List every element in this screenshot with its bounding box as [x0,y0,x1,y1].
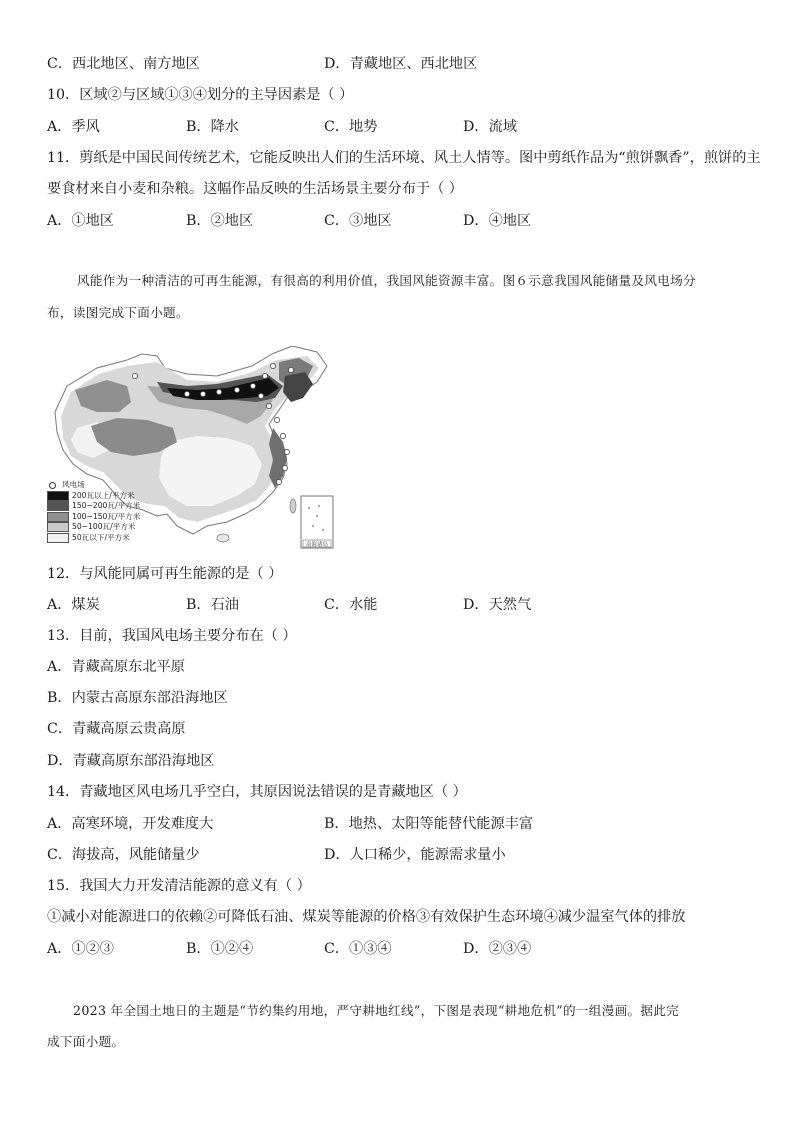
q15-statements: ①减小对能源进口的依赖②可降低石油、煤炭等能源的价格③有效保护生态环境④减少温室气体的排放 [47,909,686,925]
taiwan-island [290,499,296,513]
legend-label: 200瓦以上/平方米 [72,490,135,500]
q10-option-c: C．地势 [324,119,378,135]
wind-farm-marker [184,391,189,396]
q9-option-d: D．青藏地区、西北地区 [324,56,478,72]
q15-option-c: C．①③④ [324,941,392,957]
passage1-line2: 布，读图完成下面小题。 [47,305,189,320]
q15-option-b: B．①②④ [186,941,254,957]
q14-option-b: B．地热、太阳等能替代能源丰富 [324,816,534,832]
passage2-line2: 成下面小题。 [47,1034,125,1049]
q9-option-c: C．西北地区、南方地区 [47,56,200,72]
q11-stem-line1: 11．剪纸是中国民间传统艺术，它能反映出人们的生活环境、风土人情等。图中剪纸作品为“煎饼飘香”，煎饼的主 [47,150,761,166]
q11-option-b: B．②地区 [186,213,254,229]
legend-swatch [47,491,69,501]
wind-farm-marker [216,389,221,394]
passage1-line1: 风能作为一种清洁的可再生能源，有很高的利用价值，我国风能资源丰富。图６示意我国风能储量及风电场分 [77,273,696,288]
q12-stem: 12．与风能同属可再生能源的是（ ） [47,566,283,582]
q14-option-c: C．海拔高，风能储量少 [47,847,200,863]
wind-farm-marker [132,373,137,378]
wind-farm-marker [274,417,279,422]
wind-energy-map [47,346,337,552]
wind-farm-marker [280,433,285,438]
hainan-island [217,534,229,542]
q11-option-c: C．③地区 [324,213,392,229]
legend-title: 风电场 [62,480,85,489]
wind-farm-marker [234,387,239,392]
legend-label: 50~100瓦/平方米 [72,522,136,531]
q10-option-b: B．降水 [186,119,239,135]
legend-swatch [47,501,69,511]
wind-farm-marker [250,383,255,388]
q11-option-d: D．④地区 [463,213,532,229]
q15-option-a: A．①②③ [47,941,114,957]
passage2-line1: 2023 年全国土地日的主题是“节约集约用地，严守耕地红线”，下图是表现“耕地危机”的一组漫画。据此完 [73,1003,680,1018]
q15-option-d: D．②③④ [463,941,532,957]
q13-option-d: D．青藏高原东部沿海地区 [47,753,215,769]
wind-farm-marker [288,367,293,372]
q13-option-a: A．青藏高原东北平原 [47,659,185,675]
q13-option-b: B．内蒙古高原东部沿海地区 [47,690,228,706]
wind-farm-marker [200,391,205,396]
q11-stem-line2: 要食材来自小麦和杂粮。这幅作品反映的生活场景主要分布于（ ） [47,181,463,197]
q12-option-c: C．水能 [324,597,378,613]
wind-farm-marker [284,449,289,454]
wind-farm-marker [276,479,281,484]
wind-farm-marker [282,465,287,470]
q10-option-a: A．季风 [47,119,100,135]
q12-option-b: B．石油 [186,597,239,613]
q12-option-d: D．天然气 [463,597,532,613]
q14-option-a: A．高寒环境，开发难度大 [47,816,214,832]
legend-wind-farm [47,480,157,491]
q10-option-d: D．流域 [463,119,517,135]
legend-swatch [47,533,69,543]
wind-farm-marker [262,373,267,378]
legend-item [47,512,157,523]
legend-item [47,491,157,502]
q14-option-d: D．人口稀少，能源需求量小 [324,847,506,863]
legend-swatch [47,522,69,532]
inset-label: 南海诸岛 [305,542,329,548]
legend-label: 100~150瓦/平方米 [72,511,141,521]
legend-item [47,522,157,533]
wind-farm-marker [258,393,263,398]
legend-item [47,533,157,544]
legend-label: 150~200瓦/平方米 [72,501,141,510]
legend-label: 50瓦以下/平方米 [72,532,130,542]
q14-stem: 14．青藏地区风电场几乎空白，其原因说法错误的是青藏地区（ ） [47,784,467,800]
q15-stem: 15．我国大力开发清洁能源的意义有（ ） [47,878,311,894]
legend-swatch [47,512,69,522]
wind-farm-symbol-icon [49,482,56,489]
q12-option-a: A．煤炭 [47,597,100,613]
q13-option-c: C．青藏高原云贵高原 [47,721,186,737]
map-legend [47,480,157,543]
wind-farm-marker [266,403,271,408]
q13-stem: 13．目前，我国风电场主要分布在（ ） [47,628,297,644]
q10-stem: 10．区域②与区域①③④划分的主导因素是（ ） [47,87,354,103]
q11-option-a: A．①地区 [47,213,114,229]
legend-item [47,501,157,512]
wind-farm-marker [270,363,275,368]
